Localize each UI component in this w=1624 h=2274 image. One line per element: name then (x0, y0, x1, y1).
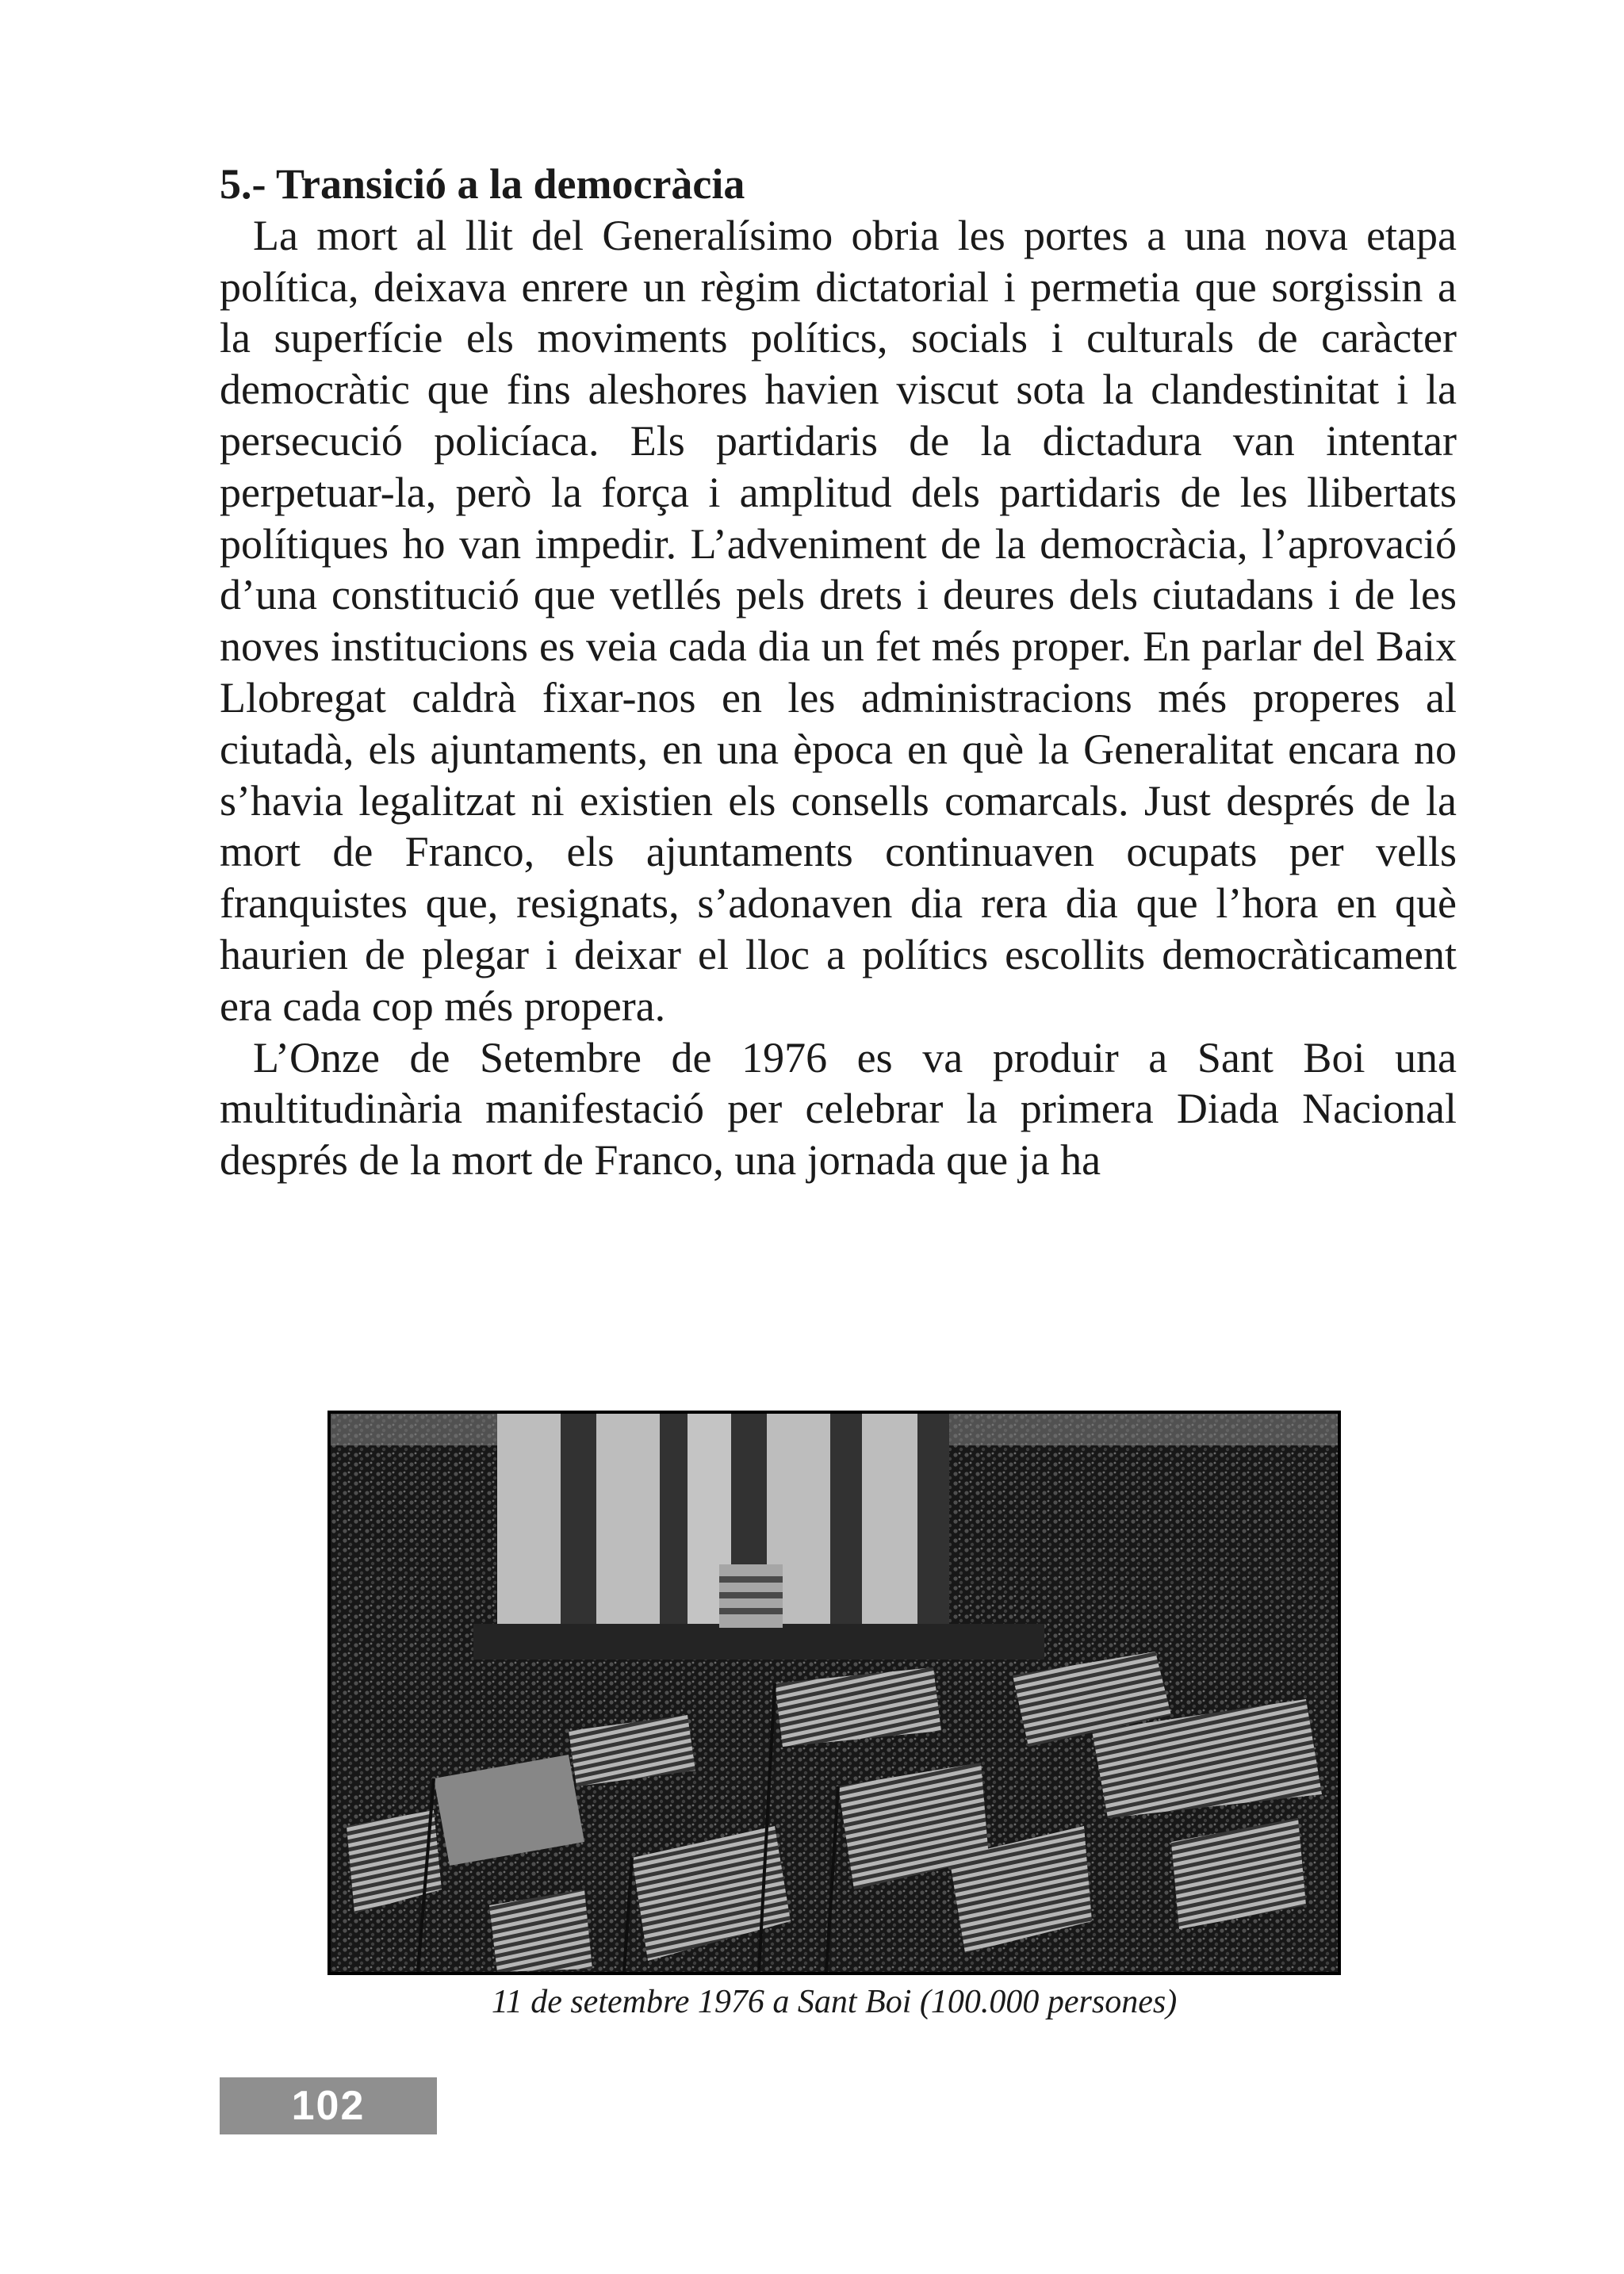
paragraph: L’Onze de Setembre de 1976 es va produir a Sant Boi una multitudinària manifestació per celebrar la primera Diada Nacional després de la mort de Franco, una jornada que ja ha (220, 1033, 1457, 1185)
demonstration-photo (327, 1411, 1341, 1975)
figure-caption: 11 de setembre 1976 a Sant Boi (100.000 persones) (491, 1984, 1178, 2020)
paragraph: La mort al llit del Generalísimo obria les portes a una nova etapa política, deixava enrere un règim dictatorial i permetia que sorgissin a la superfície els moviments polítics, socials i culturals de caràcter democràtic que fins aleshores havien viscut sota la clandestinitat i la persecució policíaca. Els partidaris de la dictadura van intentar perpetuar-la, però la força i amplitud dels partidaris de les llibertats polítiques ho van impedir. L’adveniment de la democràcia, l’aprovació d’una constitució que vetllés pels drets i deures dels ciutadans i de les noves institucions es veia cada dia un fet més proper. En parlar del Baix Llobregat caldrà fixar-nos en les administracions més properes al ciutadà, els ajuntaments, en una època en què la Generalitat encara no s’havia legalitzat ni existien els consells comarcals. Just després de la mort de Franco, els ajuntaments continuaven ocupats per vells franquistes que, resignats, s’adonaven dia rera dia que l’hora en què haurien de plegar i deixar el lloc a polítics escollits democràticament era cada cop més propera. (220, 211, 1457, 1030)
section-heading: 5.- Transició a la democràcia (220, 160, 745, 208)
page-number: 102 (220, 2077, 437, 2134)
crowd-photo-image (331, 1414, 1338, 1972)
body-text (220, 159, 1457, 1186)
